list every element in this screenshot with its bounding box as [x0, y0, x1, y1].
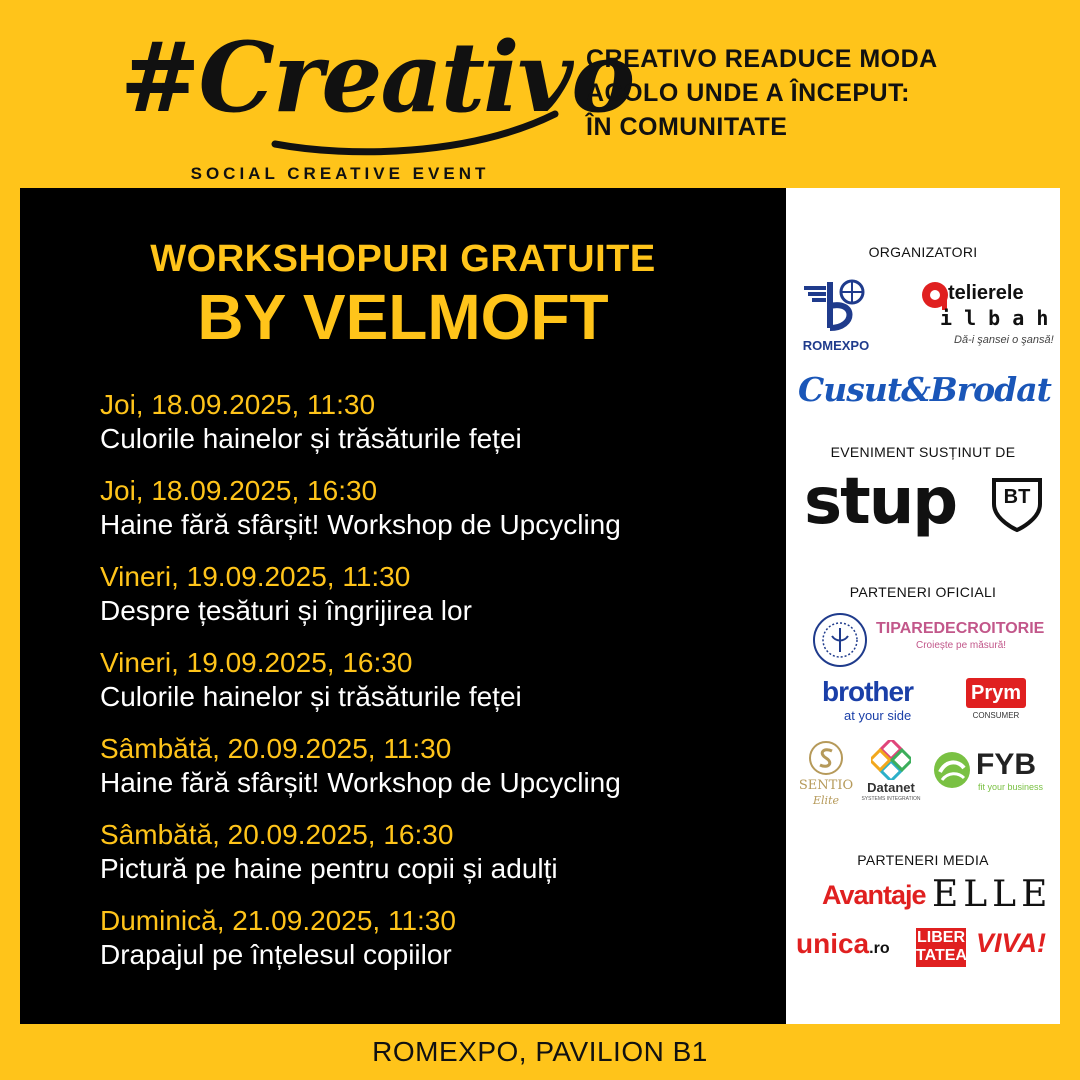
workshop-title: Despre țesături și îngrijirea lor: [100, 595, 472, 626]
supported-heading: EVENIMENT SUSȚINUT DE: [830, 444, 1016, 460]
slogan-line: ÎN COMUNITATE: [586, 113, 788, 141]
romexpo-emblem-icon: [796, 276, 876, 336]
workshop-title: Haine fără sfârșit! Workshop de Upcycling: [100, 509, 621, 540]
workshop-item: [100, 646, 780, 732]
bt-logo: [990, 474, 1044, 534]
media-heading: PARTENERI MEDIA: [857, 852, 989, 868]
libertatea-line2: TATEA: [916, 947, 967, 964]
workshop-item: [100, 818, 780, 904]
workshops-panel: [20, 188, 786, 1024]
atelierele-ilbah-logo: [920, 280, 1052, 356]
atelierele-text: telierele: [948, 282, 1024, 304]
libertatea-line1: LIBER: [917, 929, 965, 946]
workshop-date: Vineri, 19.09.2025, 11:30: [100, 561, 411, 592]
workshop-date: Duminică, 21.09.2025, 11:30: [100, 905, 456, 936]
prym-logo: [966, 678, 1026, 724]
workshop-date: Vineri, 19.09.2025, 16:30: [100, 647, 413, 678]
workshop-item: [100, 732, 780, 818]
stup-logo: stup: [804, 465, 957, 539]
prym-sub: CONSUMER: [972, 711, 1020, 720]
workshop-title: Culorile hainelor și trăsăturile feței: [100, 681, 522, 712]
cusut-brodat-logo: Cusut&Brodat: [798, 370, 1051, 409]
logo-swash-decoration: [270, 106, 560, 156]
workshop-date: Joi, 18.09.2025, 11:30: [100, 389, 376, 420]
sentio-text: SENTIO: [798, 778, 854, 793]
fyb-logo: [932, 748, 1058, 798]
tipare-de-croitorie-logo: TIPAREDECROITORIE: [876, 620, 1045, 637]
romexpo-label: ROMEXPO: [802, 338, 870, 353]
datanet-emblem-icon: [871, 740, 911, 780]
workshops-subtitle: BY VELMOFT: [197, 281, 609, 353]
avantaje-logo: Avantaje: [822, 880, 926, 910]
workshop-item: [100, 474, 780, 560]
brother-logo: brother: [822, 676, 913, 707]
partners-panel: [786, 188, 1060, 1024]
chamber-seal-icon: [812, 612, 868, 668]
unica-suffix: .ro: [869, 940, 890, 957]
datanet-sub: SYSTEMS INTEGRATION: [861, 796, 921, 802]
workshop-item: [100, 904, 780, 990]
event-slogan: [586, 42, 1046, 144]
fyb-text: FYB: [976, 748, 1036, 781]
romexpo-logo: [796, 276, 876, 356]
prym-badge: Prym: [966, 678, 1026, 708]
creativo-tagline: SOCIAL CREATIVE EVENT: [190, 164, 490, 183]
elle-logo: ELLE: [932, 874, 1053, 915]
workshop-list: [100, 388, 780, 990]
workshops-title: WORKSHOPURI GRATUITE: [150, 238, 656, 280]
workshop-title: Culorile hainelor și trăsăturile feței: [100, 423, 522, 454]
libertatea-logo: [916, 928, 966, 967]
tipare-slogan: Croiește pe măsură!: [916, 640, 1007, 651]
slogan-line: ACOLO UNDE A ÎNCEPUT:: [586, 79, 910, 107]
workshop-title: Drapajul pe înțelesul copiilor: [100, 939, 452, 970]
workshop-date: Joi, 18.09.2025, 16:30: [100, 475, 378, 506]
creativo-logo-text: #Creativo: [120, 21, 634, 134]
workshop-item: [100, 388, 780, 474]
unica-logo: [796, 928, 890, 960]
brother-slogan: at your side: [844, 708, 912, 723]
slogan-line: CREATIVO READUCE MODA: [586, 45, 938, 73]
ilbah-text: i l b a h: [940, 306, 1049, 330]
workshop-title: Haine fără sfârșit! Workshop de Upcycling: [100, 767, 621, 798]
unica-text: unica: [796, 928, 870, 959]
fyb-emblem-icon: [932, 750, 972, 790]
fyb-slogan: fit your business: [978, 782, 1044, 792]
event-location: ROMEXPO, PAVILION B1: [372, 1036, 708, 1067]
partners-heading: PARTENERI OFICIALI: [849, 584, 997, 600]
viva-logo: VIVA!: [976, 928, 1047, 958]
sentio-sub: Elite: [813, 794, 839, 807]
bt-text: BT: [1003, 486, 1031, 508]
organizers-heading: ORGANIZATORI: [868, 244, 978, 260]
datanet-text: Datanet: [867, 780, 915, 795]
sentio-emblem-icon: [808, 740, 844, 776]
workshop-date: Sâmbătă, 20.09.2025, 11:30: [100, 733, 452, 764]
atelierele-slogan: Dă-i şansei o şansă!: [954, 334, 1054, 346]
workshop-date: Sâmbătă, 20.09.2025, 16:30: [100, 819, 454, 850]
datanet-logo: [858, 740, 924, 810]
workshop-item: [100, 560, 780, 646]
workshop-title: Pictură pe haine pentru copii și adulți: [100, 853, 558, 884]
creativo-logo: [120, 18, 634, 183]
sentio-logo: [796, 740, 856, 810]
